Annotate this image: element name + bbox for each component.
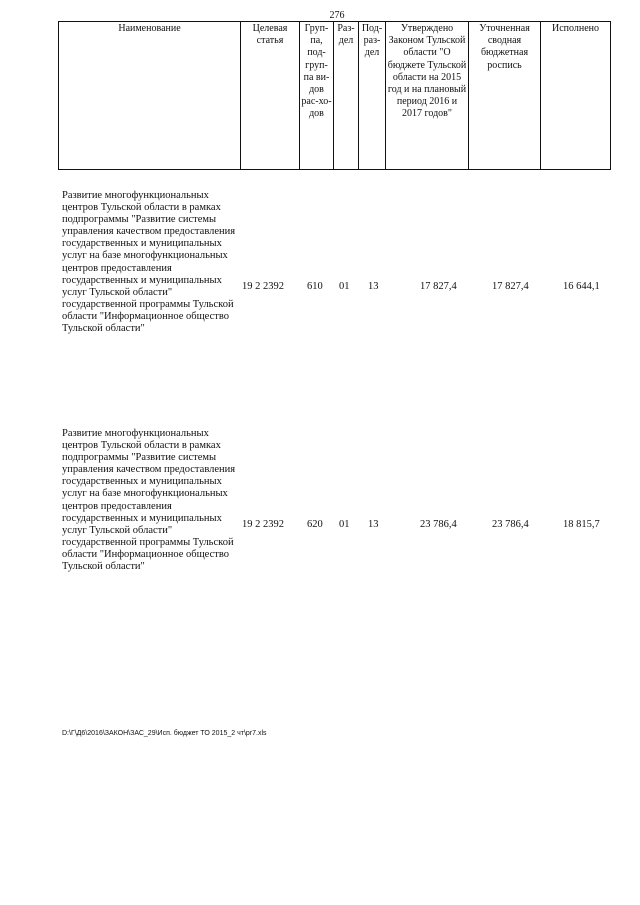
row-name: Развитие многофункциональных центров Тульской области в рамках подпрограммы "Развитие системы управления качеством предоставления государственных и муниципальных услуг на базе многофункциональных центров предоставления государственных и муниципальных услуг Тульской области" государственной программы Тульской области "Информационное общество Тульской области" [62, 428, 236, 573]
header-executed: Исполнено [541, 22, 611, 170]
row-executed: 16 644,1 [563, 281, 600, 292]
page-number: 276 [329, 10, 345, 21]
row-approved: 23 786,4 [420, 519, 457, 530]
header-approved: Утверждено Законом Тульской области "О бюджете Тульской области на 2015 год и на плановый период 2016 и 2017 годов" [386, 22, 469, 170]
row-section: 01 [339, 519, 350, 530]
row-approved: 17 827,4 [420, 281, 457, 292]
row-subsection: 13 [368, 519, 379, 530]
header-section: Раз-дел [334, 22, 359, 170]
row-expense-group: 620 [307, 519, 323, 530]
row-refined: 17 827,4 [492, 281, 529, 292]
header-subsection: Под-раз-дел [359, 22, 386, 170]
row-executed: 18 815,7 [563, 519, 600, 530]
table-header [58, 21, 611, 170]
header-target-article: Целевая статья [241, 22, 300, 170]
row-name: Развитие многофункциональных центров Тульской области в рамках подпрограммы "Развитие системы управления качеством предоставления государственных и муниципальных услуг на базе многофункциональных центров предоставления государственных и муниципальных услуг Тульской области" государственной программы Тульской области "Информационное общество Тульской области" [62, 190, 236, 335]
header-refined: Уточненная сводная бюджетная роспись [469, 22, 541, 170]
file-path-footer: D:\Г\Д6\2016\ЗАКОН\ЗАС_29\Исп. бюджет ТО 2015_2 чт\pr7.xls [62, 730, 267, 737]
header-name: Наименование [59, 22, 241, 170]
row-section: 01 [339, 281, 350, 292]
row-refined: 23 786,4 [492, 519, 529, 530]
row-subsection: 13 [368, 281, 379, 292]
row-target-article: 19 2 2392 [242, 519, 284, 530]
row-expense-group: 610 [307, 281, 323, 292]
row-target-article: 19 2 2392 [242, 281, 284, 292]
header-expense-group: Груп-па, под-груп-па ви-дов рас-хо-дов [300, 22, 334, 170]
